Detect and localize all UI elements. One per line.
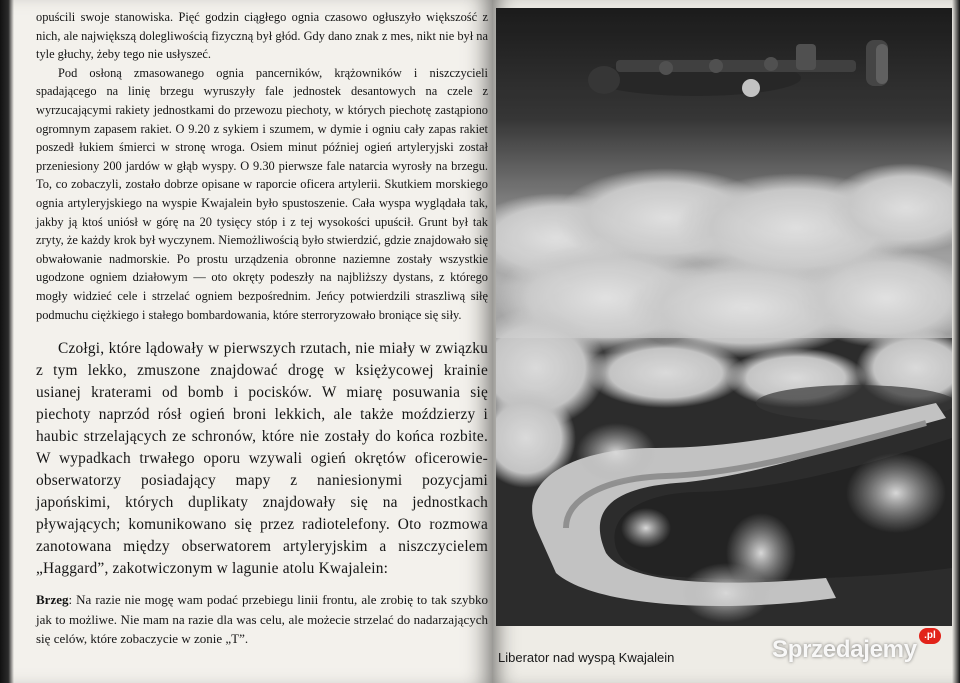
dialog-speaker: Brzeg <box>36 592 69 608</box>
liberator-over-kwajalein-image <box>496 8 952 626</box>
paragraph-3: Czołgi, które lądowały w pierwszych rzutach, nie miały w związku z tym lekko, zmuszone znajdować drogę w księżycowej krainie usianej kraterami od bomb i pocisków. W miarę posuwania się piechoty naprzód rósł ogień broni lekkich, ale także moździerzy i haubic strzelających ze schronów, które nie zostały do końca rozbite. W wypadkach trwałego oporu wzywali ogień okrętów oficerowie-obserwatorzy posiadający mapy z naniesionymi pozycjami japońskimi, których duplikaty znajdowały się na jednostkach pływających; komunikowano się przez radiotelefony. Oto rozmowa zanotowana między obserwatorem artyleryjskim a niszczycielem „Haggard”, zakotwiczonym w lagunie atolu Kwajalein: <box>36 340 488 578</box>
paragraph-2: Pod osłoną zmasowanego ognia pancerników, krążowników i niszczycieli spadającego na linię brzegu wyruszyły fale jednostek desantowych na czele z wyrzucającymi rakiety jednostkami do przewozu piechoty, w których piechotę zastąpiono ogromnym zapasem rakiet. O 9.20 z sykiem i szumem, w dymie i ogniu cały zapas rakiet poszedł łukiem śmierci w stronę wroga. Osiem minut później ogień artyleryjski został przeniesiony 200 jardów w głąb wyspy. O 9.30 pierwsze fale natarcia wyrosły na brzegu. To, co zobaczyli, zostało dobrze opisane w raporcie oficera artylerii. Skutkiem morskiego ognia artyleryjskiego na wyspie Kwajalein było spustoszenie. Cała wyspa wyglądała tak, jakby ją ktoś uniósł w górę na 20 tysięcy stóp i z tej wysokości upuścił. Grunt był tak zryty, że każdy krok był wyczynem. Niemożliwością było stwierdzić, gdzie znajdowało się obwałowanie nadmorskie. Po prostu urządzenia obronne naziemne zostały wszystkie ugodzone ogniem działowym — oto okręty podeszły na najbliższy dystans, z którego mogły widzieć cele i strzelać ogniem bezpośrednim. Jeńcy potwierdzili straszliwą siłę podmuchu ciężkiego i stałego bombardowania, które sterroryzowało broniące się siły. <box>36 65 488 322</box>
left-page-text <box>36 8 488 649</box>
page-edge-shadow <box>0 0 14 683</box>
watermark-badge: .pl <box>919 628 941 644</box>
watermark-logo: Sprzedajemy <box>772 636 917 663</box>
dialog-text: : Na razie nie mogę wam podać przebiegu linii frontu, ale zrobię to tak szybko jak to możliwe. Nie mam na razie dla was celu, ale możecie strzelać do nadarzających się celów, które zobaczycie w zonie „T”. <box>36 592 488 647</box>
photo-caption: Liberator nad wyspą Kwajalein <box>498 650 675 665</box>
paragraph-1: opuścili swoje stanowiska. Pięć godzin ciągłego ognia czasowo ogłuszyło większość z nich, ale największą dolegliwością fizyczną był głód. Gdy dano znak z mes, nikt nie był na tyle głuchy, żeby tego nie usłyszeć. <box>36 10 488 62</box>
aerial-photo <box>496 8 952 626</box>
dialog-paragraph <box>36 590 488 649</box>
page-edge-shadow-right <box>952 0 960 683</box>
